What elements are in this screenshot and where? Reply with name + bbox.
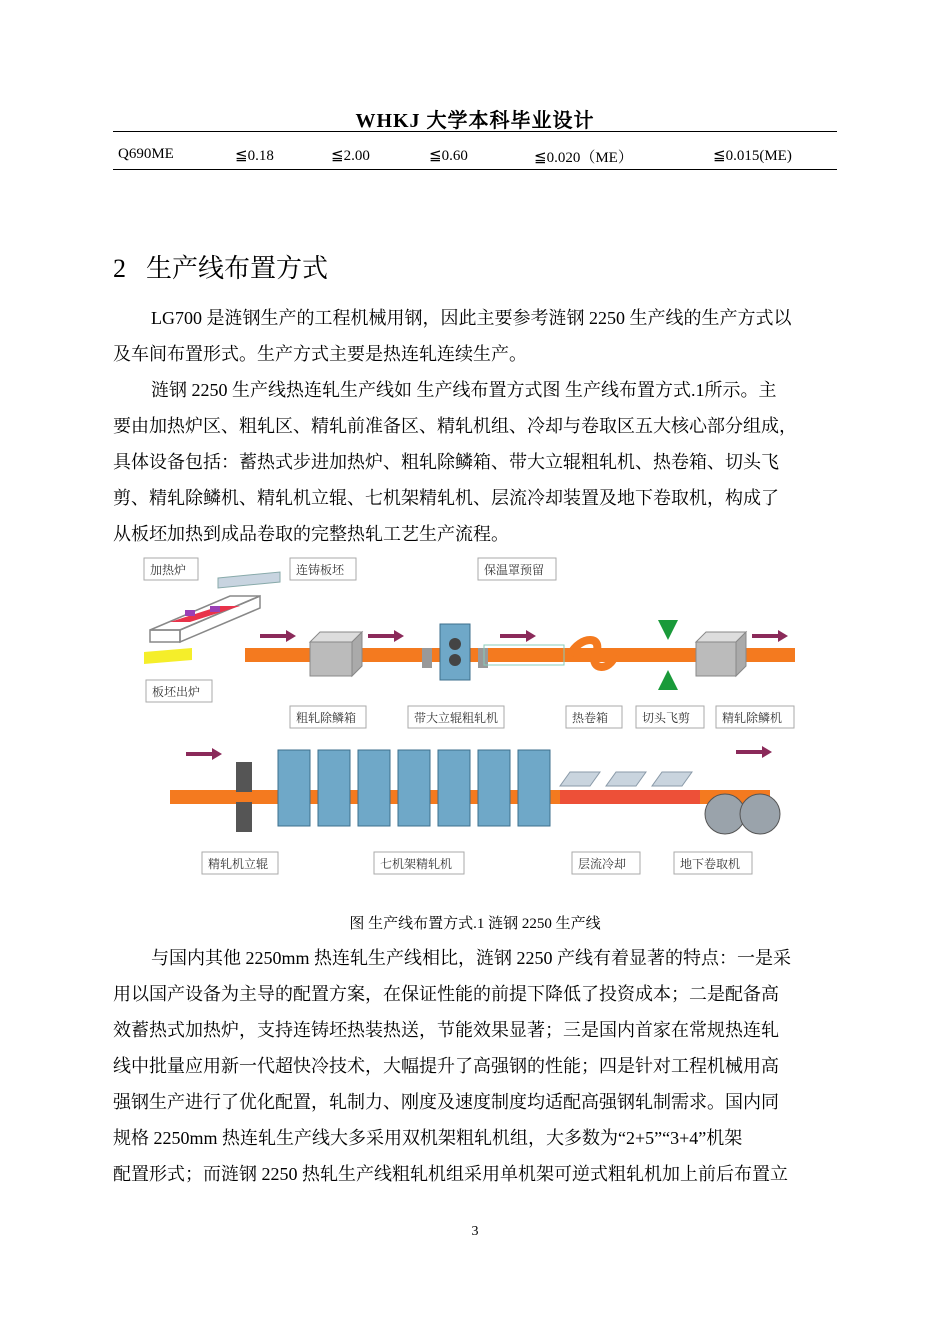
page-header-title: WHKJ 大学本科毕业设计 xyxy=(355,110,595,132)
paragraph-1 xyxy=(113,300,841,372)
paragraph-line: 线中批量应用新一代超快冷技术，大幅提升了高强钢的性能；四是针对工程机械用高 xyxy=(113,1056,779,1076)
label-cover: 保温罩预留 xyxy=(484,563,545,577)
section-title: 生产线布置方式 xyxy=(146,254,329,284)
label-finish-descaler: 精轧除鳞机 xyxy=(722,711,783,725)
label-edger: 精轧机立辊 xyxy=(208,857,269,871)
paragraph-line: 用以国产设备为主导的配置方案，在保证性能的前提下降低了投资成本；二是配备高 xyxy=(113,984,779,1004)
table-cell: ≦0.020（ME） xyxy=(534,150,633,166)
label-slab: 连铸板坯 xyxy=(296,563,345,577)
paragraph-line: LG700 是涟钢生产的工程机械用钢，因此主要参考涟钢 2250 生产线的生产方式以 xyxy=(151,308,792,328)
paragraph-line: 要由加热炉区、粗轧区、精轧前准备区、精轧机组、冷却与卷取区五大核心部分组成， xyxy=(113,416,797,436)
finish-descaler-graphic xyxy=(696,632,746,676)
paragraph-line: 配置形式；而涟钢 2250 热轧生产线粗轧机组采用单机架可逆式粗轧机加上前后布置立 xyxy=(113,1164,788,1184)
cooling-zone xyxy=(560,790,700,804)
table-cell: ≦0.18 xyxy=(235,148,274,164)
label-furnace: 加热炉 xyxy=(150,563,187,577)
paragraph-line: 涟钢 2250 生产线热连轧生产线如 生产线布置方式图 生产线布置方式.1所示。主 xyxy=(151,380,777,400)
paragraph-line: 具体设备包括：蓄热式步进加热炉、粗轧除鳞箱、带大立辊粗轧机、热卷箱、切头飞 xyxy=(113,452,779,472)
section-heading xyxy=(113,248,328,285)
section-number: 2 xyxy=(113,254,126,283)
paragraph-line: 从板坯加热到成品卷取的完整热轧工艺生产流程。 xyxy=(113,524,509,544)
page-number: 3 xyxy=(471,1224,479,1239)
label-finish-mill: 七机架精轧机 xyxy=(380,857,453,871)
label-coil-box: 热卷箱 xyxy=(572,711,609,725)
cooling-units-graphic xyxy=(560,772,692,786)
paragraph-2 xyxy=(113,372,841,552)
table-cell: ≦2.00 xyxy=(331,148,370,164)
header-rule xyxy=(113,131,837,132)
paragraph-line: 与国内其他 2250mm 热连轧生产线相比，涟钢 2250 产线有着显著的特点：一是采 xyxy=(151,948,791,968)
table-cell: Q690ME xyxy=(118,146,174,162)
paragraph-line: 剪、精轧除鳞机、精轧机立辊、七机架精轧机、层流冷却装置及地下卷取机，构成了 xyxy=(113,488,779,508)
table-row xyxy=(113,144,837,166)
label-coiler: 地下卷取机 xyxy=(680,857,741,871)
table-cell: ≦0.015(ME) xyxy=(713,148,792,164)
paragraph-3 xyxy=(113,940,841,1192)
paragraph-line: 效蓄热式加热炉，支持连铸坯热装热送，节能效果显著；三是国内首家在常规热连轧 xyxy=(113,1020,779,1040)
production-line-diagram xyxy=(140,550,808,890)
label-cooling: 层流冷却 xyxy=(578,857,627,871)
rough-descaler-graphic xyxy=(310,632,362,676)
paragraph-line: 强钢生产进行了优化配置，轧制力、刚度及速度制度均适配高强钢轧制需求。国内同 xyxy=(113,1092,779,1112)
paragraph-line: 规格 2250mm 热连轧生产线大多采用双机架粗轧机组，大多数为“2+5”“3+4”机架 xyxy=(113,1128,743,1148)
label-rough-descaler: 粗轧除鳞箱 xyxy=(296,711,357,725)
table-bottom-rule xyxy=(113,169,837,170)
label-slab-out: 板坯出炉 xyxy=(152,685,201,699)
paragraph-line: 及车间布置形式。生产方式主要是热连轧连续生产。 xyxy=(113,344,527,364)
label-shear: 切头飞剪 xyxy=(642,711,691,725)
label-rough-mill: 带大立辊粗轧机 xyxy=(414,711,499,725)
finish-stands-graphic xyxy=(278,750,550,826)
figure-caption: 图 生产线布置方式.1 涟钢 2250 生产线 xyxy=(349,916,601,932)
table-cell: ≦0.60 xyxy=(429,148,468,164)
